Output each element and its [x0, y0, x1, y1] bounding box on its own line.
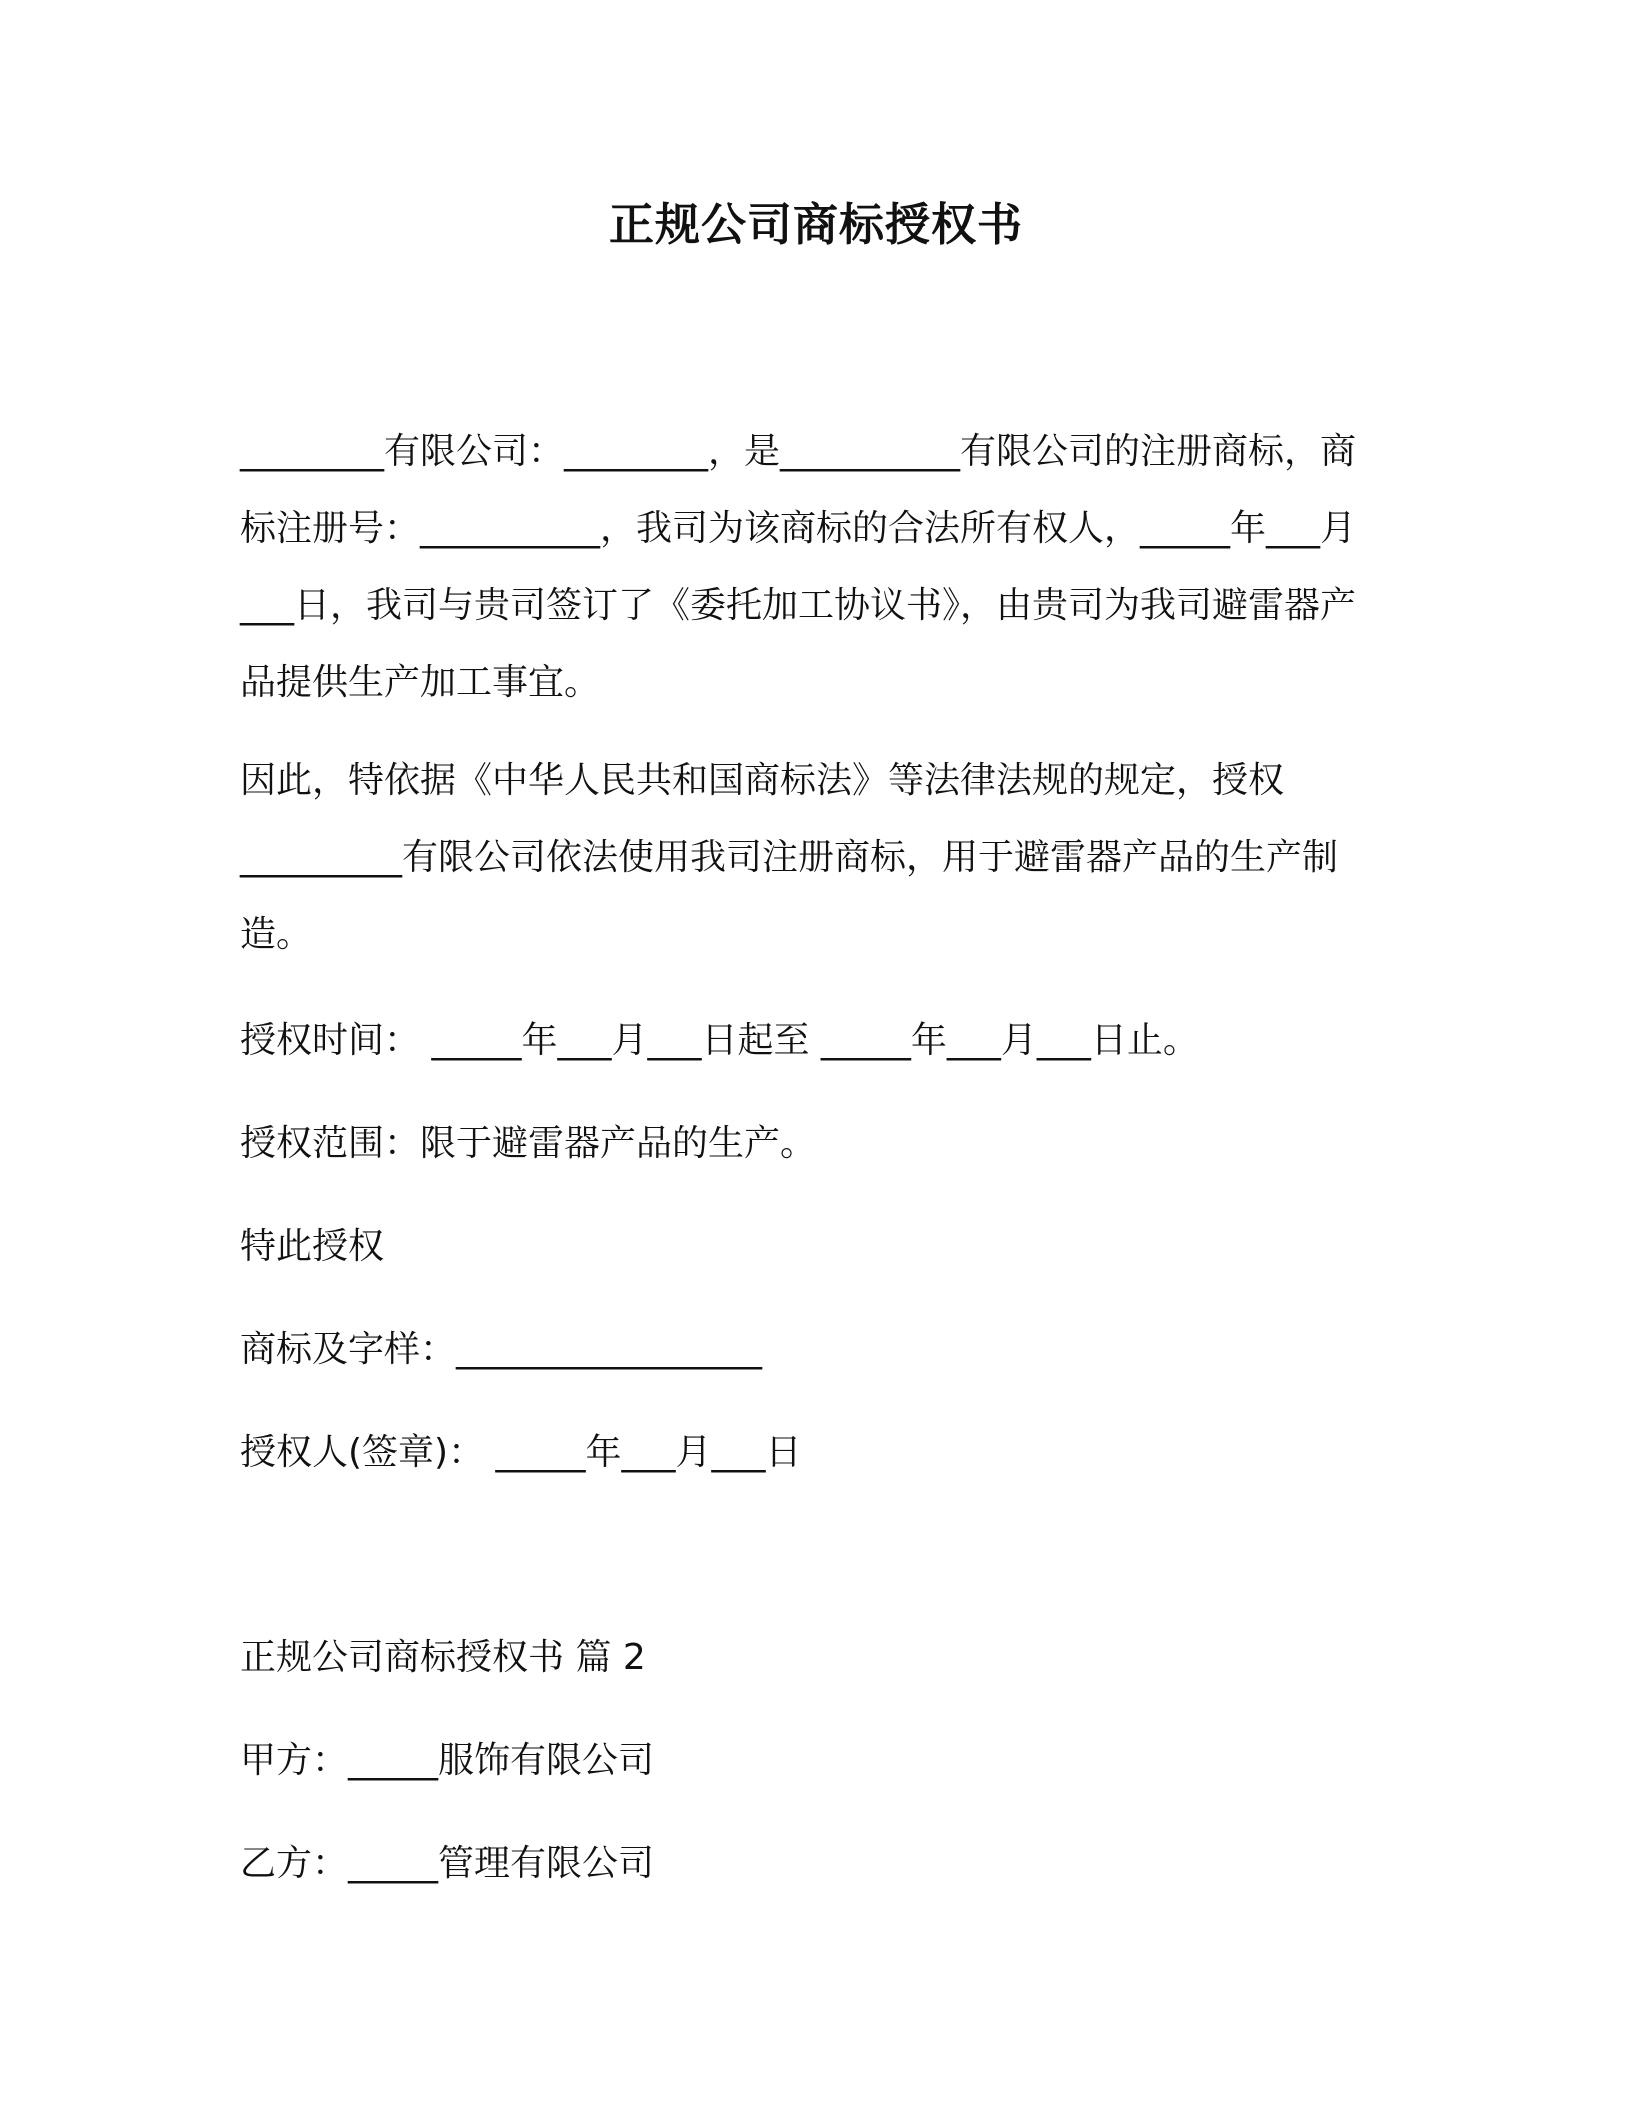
document-title: 正规公司商标授权书	[608, 198, 1023, 251]
paragraph-authorization: 因此，特依据《中华人民共和国商标法》等法律法规的规定，授权_________有限公司依法使用我司注册商标，用于避雷器产品的生产制造。	[240, 760, 1339, 955]
hereby-authorize: 特此授权	[240, 1226, 385, 1267]
trademark-and-font: 商标及字样：_________________	[240, 1329, 763, 1370]
authorizer-signature: 授权人(签章)： _____年___月___日	[240, 1432, 802, 1473]
party-a: 甲方：_____服饰有限公司	[240, 1740, 655, 1781]
authorization-scope: 授权范围：限于避雷器产品的生产。	[240, 1123, 817, 1164]
paragraph-intro: ________有限公司：________，是__________有限公司的注册商标，商标注册号：__________，我司为该商标的合法所有权人，_____年___月___日，我司与贵司签订了《委托加工协议书》，由贵司为我司避雷器产品提供生产加工事宜。	[240, 431, 1357, 703]
section-2-title: 正规公司商标授权书 篇 2	[240, 1637, 646, 1678]
party-b: 乙方：_____管理有限公司	[240, 1843, 655, 1884]
authorization-time: 授权时间： _____年___月___日起至 _____年___月___日止。	[240, 1020, 1199, 1061]
